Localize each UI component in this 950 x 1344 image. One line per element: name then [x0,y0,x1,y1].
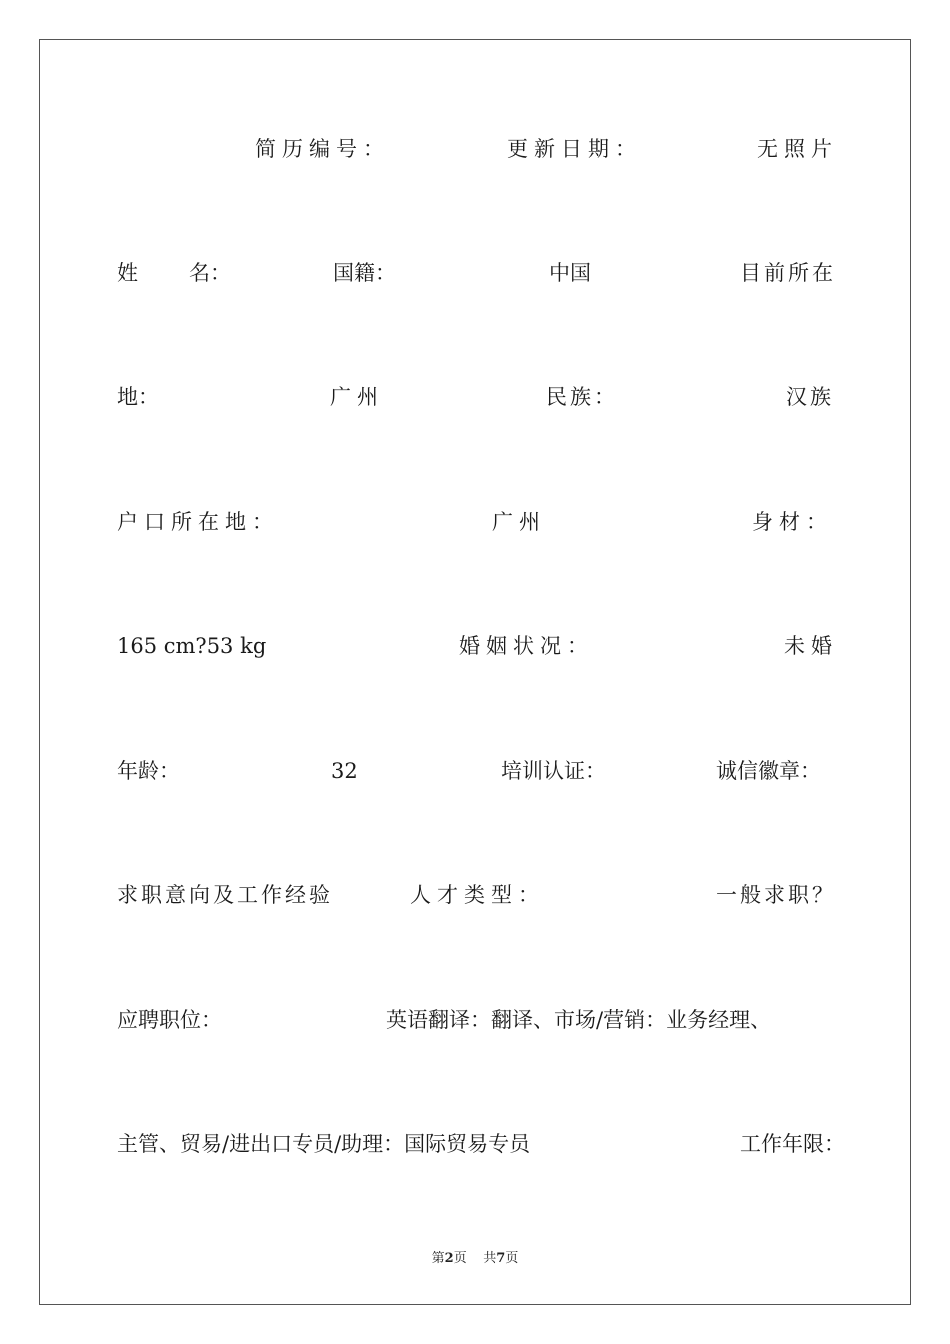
page-prefix: 第 [431,1251,445,1266]
page-suffix: 页 [453,1251,467,1266]
location-ethnicity-row [0,377,950,417]
nationality-value: 中国 [549,261,591,285]
total-pages: 7 [496,1251,506,1266]
update-date-label: 更新日期： [507,137,642,161]
work-years-label: 工作年限： [740,1132,845,1156]
age-value: 32 [331,759,358,783]
position-value: 英语翻译：翻译、市场/营销：业务经理、 [386,1008,772,1032]
resume-header-row [0,129,950,169]
position-value-continued: 主管、贸易/进出口专员/助理：国际贸易专员 [117,1132,531,1156]
hukou-value: 广州 [492,510,546,534]
ethnicity-label: 民族： [546,385,618,409]
marital-status-value: 未婚 [784,634,838,658]
nationality-label: 国籍： [333,261,396,285]
talent-type-label: 人才类型： [410,883,545,907]
total-prefix: 共 [483,1251,497,1266]
name-label-part1: 姓 [117,261,138,285]
position-label: 应聘职位： [117,1008,222,1032]
total-suffix: 页 [505,1251,519,1266]
age-label: 年龄： [117,759,180,783]
location-value: 广州 [330,385,384,409]
hukou-row [0,502,950,542]
job-intention-row [0,875,950,915]
height-weight-value: 165 cm?53 kg [117,634,267,658]
page-number: 2 [444,1251,454,1266]
age-row [0,751,950,791]
job-intention-heading: 求职意向及工作经验 [117,883,333,907]
name-nationality-row [0,253,950,293]
marital-status-label: 婚姻状况： [459,634,594,658]
integrity-badge-label: 诚信徽章： [716,759,821,783]
height-weight-label: 身材： [752,510,833,534]
position-row [0,1000,950,1040]
training-cert-label: 培训认证： [501,759,606,783]
page-footer [0,1247,950,1266]
resume-number-label: 简历编号： [255,137,390,161]
ethnicity-value: 汉族 [786,385,834,409]
no-photo-text: 无照片 [757,137,838,161]
page-frame [39,39,911,1305]
hukou-label: 户口所在地： [117,510,279,534]
position-continued-row [0,1124,950,1164]
location-label-end: 地： [117,385,159,409]
talent-type-value: 一般求职？ [716,883,836,907]
name-label-part2: 名： [189,261,231,285]
current-location-label: 目前所在 [740,261,836,285]
marital-row [0,626,950,666]
